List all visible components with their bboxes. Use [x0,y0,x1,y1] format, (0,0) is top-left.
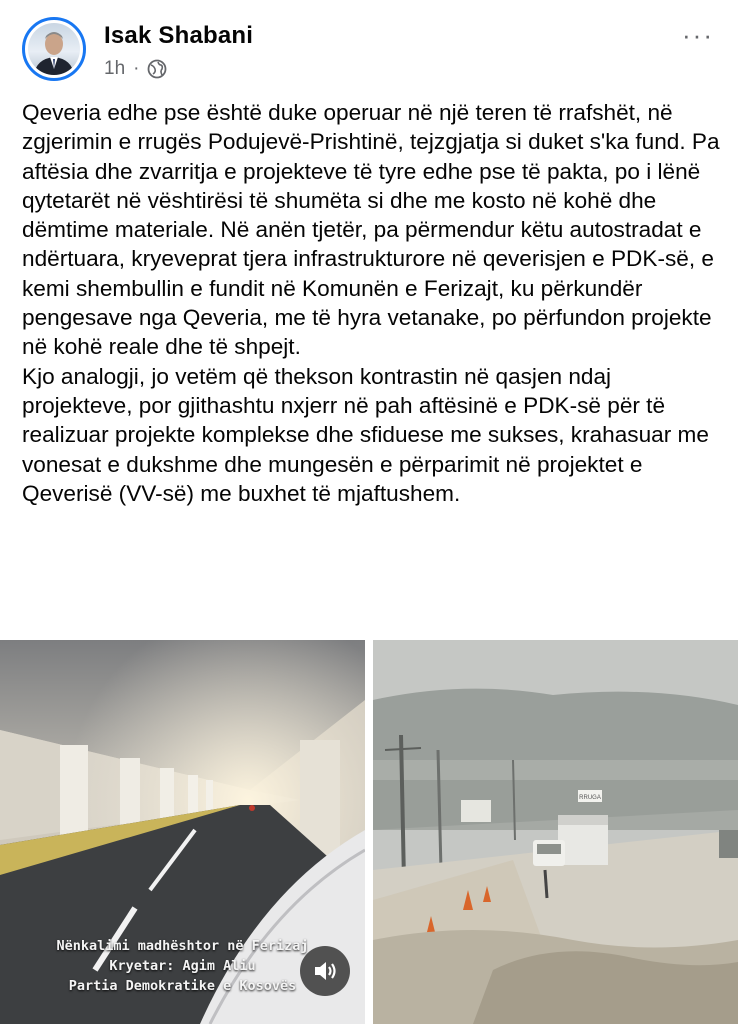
road-sign-text: RRUGA [579,795,601,801]
video-caption-line-2: Kryetar: Agim Aliu [109,958,256,974]
globe-icon [147,59,167,79]
post-meta [104,58,167,80]
avatar-photo [28,23,80,75]
post-header [0,0,738,92]
author-name[interactable]: Isak Shabani [104,22,254,49]
road-scene [373,640,738,1024]
person-silhouette-icon [28,23,80,75]
video-tunnel[interactable] [0,640,365,1024]
sound-toggle-button[interactable] [300,946,350,996]
post-paragraph-1: Qeveria edhe pse është duke operuar në një teren të rrafshët, në zgjerimin e rrugës Podujevë-Prishtinë, tejzgjatja si duket s'ka fund. Pa aftësia dhe zvarritja e projekteve të tyre edhe pse të pakta, po i lënë qytetarët në vështirësi të shumëta si dhe me kosto në kohë dhe dëmtime materiale. Në anën tjetër, pa përmendur këtu autostradat e ndërtuara, kryeveprat tjera infrastrukturore në qeverisjen e PDK-së, e kemi shembullin e fundit në Komunën e Ferizajt, ku përkundër pengesave nga Qeveria, me të hyra vetanake, po përfundon projekte në kohë reale dhe të shpejt. [22,100,720,360]
video-caption-line-3: Partia Demokratike e Kosovës [68,978,297,994]
post-paragraph-2: Kjo analogji, jo vetëm që thekson kontrastin në qasjen ndaj projekteve, por gjithashtu nxjerr në pah aftësinë e PDK-së për të realizuar projekte komplekse dhe sfiduese me sukses, krahasuar me vonesat e dukshme dhe mungesën e përparimit në projektet e Qeverisë (VV-së) me buxhet të mjaftushem. [22,363,709,506]
profile-avatar[interactable] [22,17,86,81]
more-options-button[interactable]: ··· [682,20,714,50]
video-caption-line-1: Nënkalimi madhështor në Ferizaj [56,938,309,954]
photo-road-construction[interactable] [373,640,738,1024]
speaker-icon [312,958,338,984]
post-time[interactable]: 1h [104,58,126,79]
meta-separator: · [133,58,140,79]
post-body [22,98,722,508]
